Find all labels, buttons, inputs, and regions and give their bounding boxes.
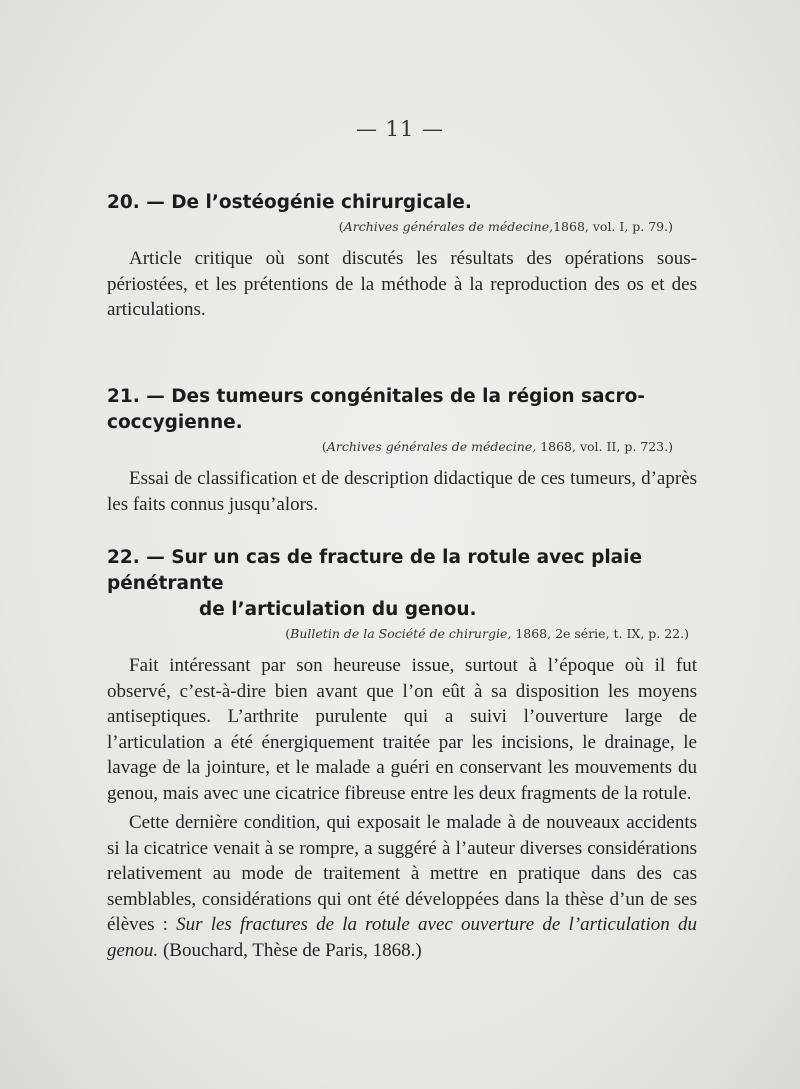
citation-details: 1868, vol. I, p. 79.	[553, 219, 669, 234]
entry-paragraph-2	[107, 810, 697, 963]
entry-title-line1: Sur un cas de fracture de la rotule avec plaie pénétrante	[107, 547, 643, 594]
entry-number: 22.	[107, 547, 140, 568]
entry-title: De l’ostéogénie chirurgicale.	[171, 192, 472, 213]
citation-source: Bulletin de la Société de chirurgie,	[290, 626, 512, 641]
citation-details: 1868, vol. II, p. 723.	[540, 439, 669, 454]
citation-source: Archives générales de médecine,	[343, 219, 554, 234]
entry-citation: (Archives générales de médecine, 1868, vol. II, p. 723.)	[321, 439, 673, 454]
entry-citation: (Bulletin de la Société de chirurgie, 1868, 2e série, t. IX, p. 22.)	[285, 626, 689, 641]
entry-heading	[107, 190, 697, 216]
entry-20	[107, 190, 697, 323]
entry-title: Des tumeurs congénitales de la région sacro-coccygienne.	[107, 386, 645, 433]
entry-dash: —	[146, 386, 165, 407]
entry-paragraph: Article critique où sont discutés les résultats des opérations sous-périostées, et les prétentions de la méthode à la reproduction des os et des articulations.	[107, 248, 697, 320]
entry-heading	[107, 545, 697, 623]
entry-dash: —	[146, 192, 165, 213]
paragraph-2-end: (Bouchard, Thèse de Paris, 1868.)	[162, 939, 422, 961]
page-number: — 11 —	[355, 117, 445, 141]
entry-heading	[107, 384, 697, 436]
entry-citation: (Archives générales de médecine,1868, vol. I, p. 79.)	[338, 219, 673, 234]
entry-number: 20.	[107, 192, 140, 213]
entry-title-line2: de l’articulation du genou.	[199, 599, 477, 620]
citation-source: Archives générales de médecine,	[326, 439, 537, 454]
entry-22	[107, 545, 697, 963]
entry-paragraph-1: Fait intéressant par son heureuse issue, surtout à l’époque où il fut observé, c’est-à-dire bien avant que l’on eût à sa disposition les moyens antiseptiques. L’arthrite purulente qui a suivi l’ouverture large de l’articulation a été énergiquement traitée par les incisions, le drainage, le lavage de la jointure, et le malade a guéri en conservant les mouvements du genou, mais avec une cicatrice fibreuse entre les deux fragments de la rotule.	[107, 655, 697, 804]
entry-paragraph: Essai de classification et de description didactique de ces tumeurs, d’après les faits connus jusqu’alors.	[107, 468, 697, 515]
entry-21	[107, 384, 697, 517]
thesis-title: Sur les fractures de la rotule avec ouverture de l’articulation du genou.	[107, 914, 697, 961]
citation-details: 1868, 2e série, t. IX, p. 22.	[515, 626, 685, 641]
entry-number: 21.	[107, 386, 140, 407]
paragraph-2-start: Cette dernière condition, qui exposait le malade à de nouveaux accidents si la cicatrice venait à se rompre, a suggéré à l’auteur diverses considérations relativement au mode de traitement à mettre en pratique dans des cas semblables, considérations qui ont été développées dans la thèse d’un de ses élèves :	[107, 812, 697, 935]
entry-dash: —	[146, 547, 165, 568]
